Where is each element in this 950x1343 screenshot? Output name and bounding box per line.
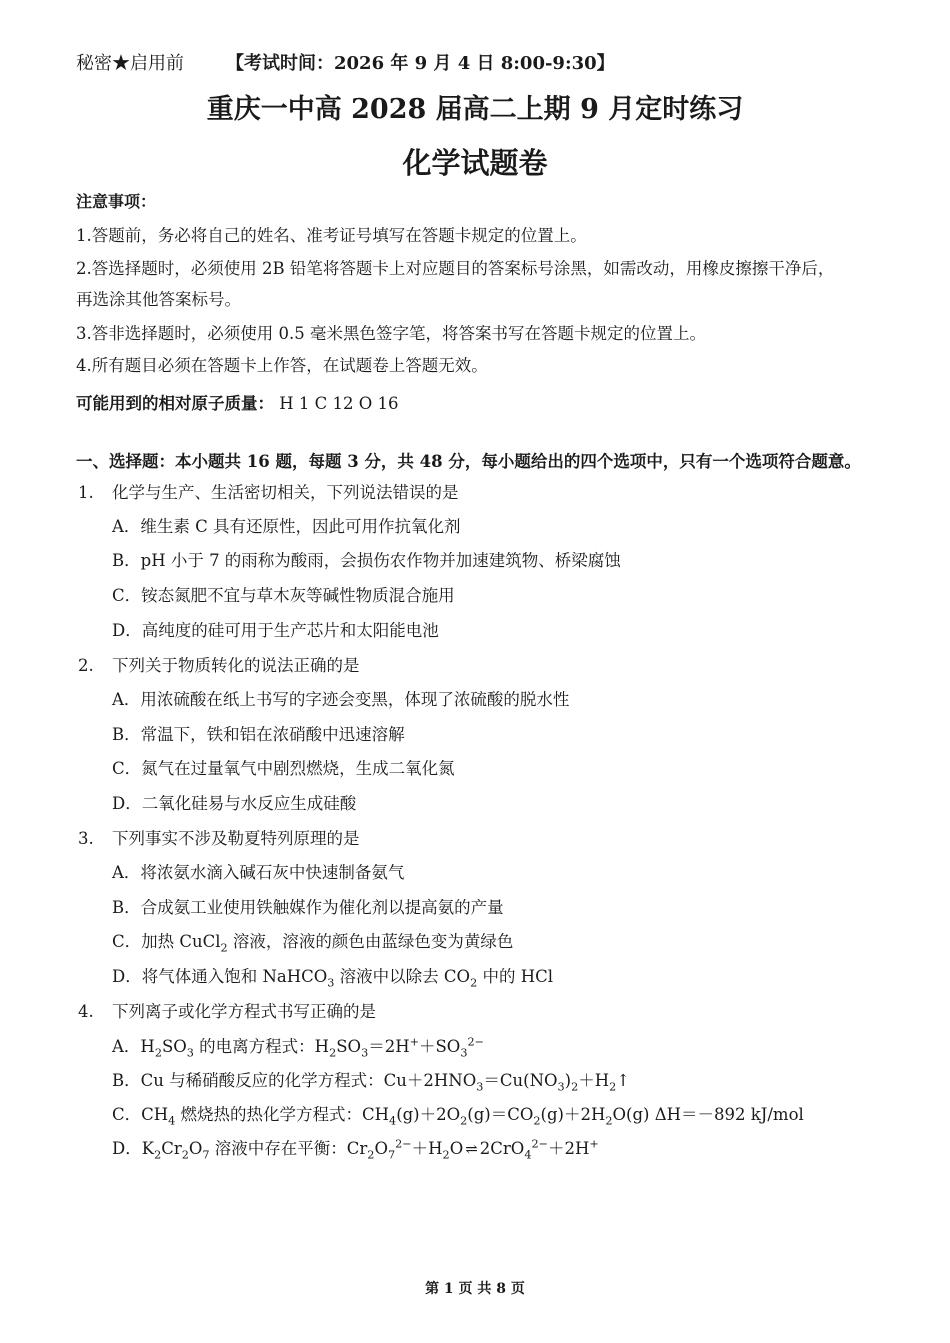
- page-footer: 第 1 页 共 8 页: [425, 1281, 525, 1297]
- option-d: D．高纯度的硅可用于生产芯片和太阳能电池: [112, 621, 439, 640]
- option-a: A．维生素 C 具有还原性，因此可用作抗氧化剂: [112, 517, 461, 536]
- note-item: 4.所有题目必须在答题卡上作答，在试题卷上答题无效。: [76, 356, 488, 375]
- equilibrium-arrow-icon: ⇌: [465, 1140, 478, 1158]
- option-b: B．合成氨工业使用铁触媒作为催化剂以提高氨的产量: [112, 898, 504, 917]
- note-item: 1.答题前，务必将自己的姓名、准考证号填写在答题卡规定的位置上。: [76, 226, 587, 245]
- atomic-mass: [76, 392, 399, 416]
- section-title: 一、选择题：: [76, 452, 175, 471]
- subject-title: 化学试题卷: [402, 146, 548, 180]
- option-c: C．氮气在过量氧气中剧烈燃烧，生成二氧化氮: [112, 759, 455, 778]
- question-stem: 化学与生产、生活密切相关，下列说法错误的是: [112, 483, 459, 502]
- confidential-label: 秘密★启用前: [76, 53, 184, 74]
- notes-heading: 注意事项：: [76, 192, 157, 211]
- question-stem: 下列离子或化学方程式书写正确的是: [112, 1002, 376, 1021]
- option-b: B．Cu 与稀硝酸反应的化学方程式：$Cu+2HNO_3=Cu(NO_3)_2+H_2↑$: [112, 1071, 631, 1094]
- question-number: 2.: [78, 656, 94, 675]
- question-stem: 下列关于物质转化的说法正确的是: [112, 656, 360, 675]
- section-desc: 本小题共 16 题，每题 3 分，共 48 分，每小题给出的四个选项中，只有一个选项符合题意。: [175, 452, 861, 471]
- option-a: A．用浓硫酸在纸上书写的字迹会变黑，体现了浓硫酸的脱水性: [112, 690, 570, 709]
- school-title: 重庆一中高 2028 届高二上期 9 月定时练习: [206, 94, 744, 125]
- section-heading: [76, 450, 861, 474]
- question-number: 4.: [78, 1002, 94, 1021]
- question-number: 1.: [78, 483, 94, 502]
- option-d: D．$K_2Cr_2O_7$ 溶液中存在平衡：$Cr_2O_7^{2-}+H_2O$ ⇌ 2CrO$_4^{2-}$＋2H+: [112, 1137, 599, 1162]
- exam-time: 【考试时间：2026 年 9 月 4 日 8:00-9:30】: [226, 53, 615, 74]
- option-d: D．二氧化硅易与水反应生成硅酸: [112, 794, 357, 813]
- atomic-mass-label: 可能用到的相对原子质量：: [76, 394, 274, 413]
- note-item: 3.答非选择题时，必须使用 0.5 毫米黑色签字笔，将答案书写在答题卡规定的位置上。: [76, 324, 706, 343]
- option-d: D．将气体通入饱和 NaHCO$_3$ 溶液中以除去 $CO_2$ 中的 HCl: [112, 967, 554, 990]
- note-item: 再选涂其他答案标号。: [76, 290, 241, 309]
- option-a: A．将浓氨水滴入碱石灰中快速制备氨气: [112, 863, 405, 882]
- option-c: C．$CH_4$ 燃烧热的热化学方程式：$CH_4(g)+2O_2(g)=CO_2(g)+2H_2O(g)$ ΔH＝－892 kJ/mol: [112, 1105, 804, 1128]
- option-a: A．$H_2SO_3$ 的电离方程式：$H_2SO_3=2H^++SO_3^{2-}$: [112, 1035, 485, 1060]
- option-b: B．pH 小于 7 的雨称为酸雨，会损伤农作物并加速建筑物、桥梁腐蚀: [112, 551, 621, 570]
- question-stem: 下列事实不涉及勒夏特列原理的是: [112, 829, 360, 848]
- option-b: B．常温下，铁和铝在浓硝酸中迅速溶解: [112, 725, 405, 744]
- note-item: 2.答选择题时，必须使用 2B 铅笔将答题卡上对应题目的答案标号涂黑，如需改动，用橡皮擦擦干净后，: [76, 259, 835, 278]
- atomic-mass-values: H 1 C 12 O 16: [279, 394, 399, 413]
- option-c: C．加热 CuCl$_2$ 溶液，溶液的颜色由蓝绿色变为黄绿色: [112, 932, 514, 955]
- question-number: 3.: [78, 829, 94, 848]
- option-c: C．铵态氮肥不宜与草木灰等碱性物质混合施用: [112, 586, 455, 605]
